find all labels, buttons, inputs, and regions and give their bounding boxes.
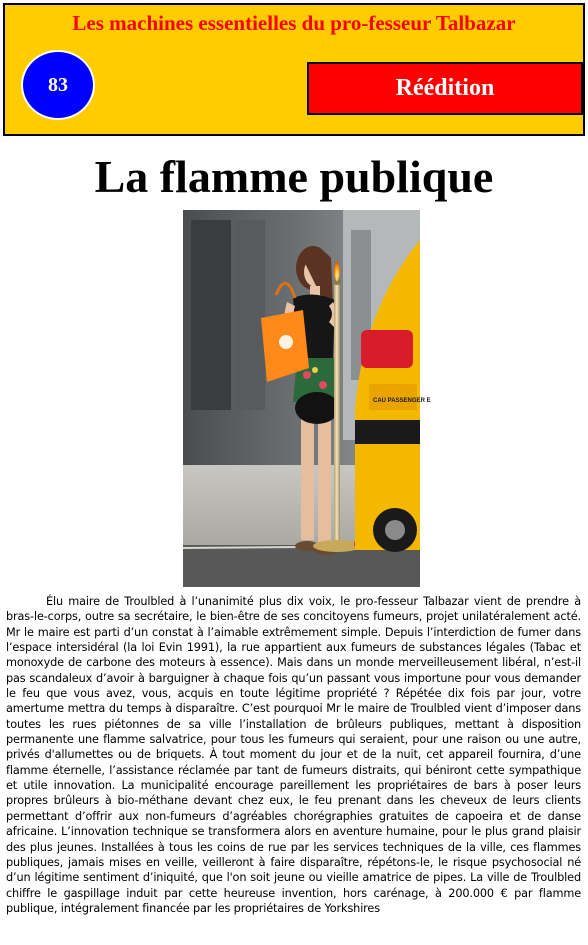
article-body: Élu maire de Troulbled à l’unanimité plus dix voix, le pro-fesseur Talbazar vient de prendre à bras-le-corps, outre sa secrétaire, le bien-être de ses concitoyens fumeurs, projet unilatéralement acté. Mr le maire est parti d’un constat à l’aimable extrêmement simple. Depuis l’interdiction de fumer dans l’espace intersidéral (la loi Evin 1991), la rue appartient aux fumeurs de substances légales (Tabac et monoxyde de carbone des moteurs à essence). Mais dans un monde merveilleusement libéral, n’est-il pas scandaleux d’avoir à barguigner à chaque fois qu’un passant vous importune pour vous demander le feu que vous avez, vous, acquis en toute légitime propriété ? Répétée dix fois par jour, votre amertume mettra du temps à disparaître. C’est pourquoi Mr le maire de Troulbled vient d’imposer dans toutes les rues piétonnes de sa ville l’installation de brûleurs publiques, mettant à disposition permanente une flamme salvatrice, pour tous les fumeurs qui seraient, pour une raison ou une autre, privés d'allumettes ou de briquets. À tout moment du jour et de la nuit, cet appareil fournira, d’une flamme éternelle, l’assistance réclamée par tant de fumeurs distraits, qui béniront cette sympathique et utile innovation. La municipalité encourage pareillement les propriétaires de bars à poser leurs propres brûleurs à bio-méthane devant chez eux, le feu prenant dans les cheveux de leurs clients permettant d’offrir aux non-fumeurs d’agréables chorégraphies gratuites de capoeira et de danse africaine. L’innovation technique se transformera alors en aventure humaine, pour le plus grand plaisir des plus jeunes. Installées à tous les coins de rue par les services techniques de la ville, ces flammes publiques, jamais mises en veille, veilleront à faire disparaître, répétons-le, le risque psychosocial né d’un légitime sentiment d’iniquité, que l'on soit jeune ou vieille amatrice de pipes. La ville de Troulbled chiffre le gaspillage induit par cette heureuse invention, hors carénage, à 200.000 € par flamme publique, intégralement financée par les propriétaires de Yorkshires [6, 595, 581, 915]
edition-label: Réédition [395, 75, 495, 101]
header-banner [3, 3, 585, 136]
issue-badge [21, 50, 95, 120]
issue-number: 83 [48, 73, 68, 96]
edition-box [307, 62, 583, 115]
page-title: La flamme publique [94, 151, 494, 202]
taxi-sign: CAU PASSENGER E [373, 398, 431, 404]
series-title: Les machines essentielles du pro-fesseur Talbazar [72, 11, 516, 35]
article-photo [183, 210, 431, 587]
